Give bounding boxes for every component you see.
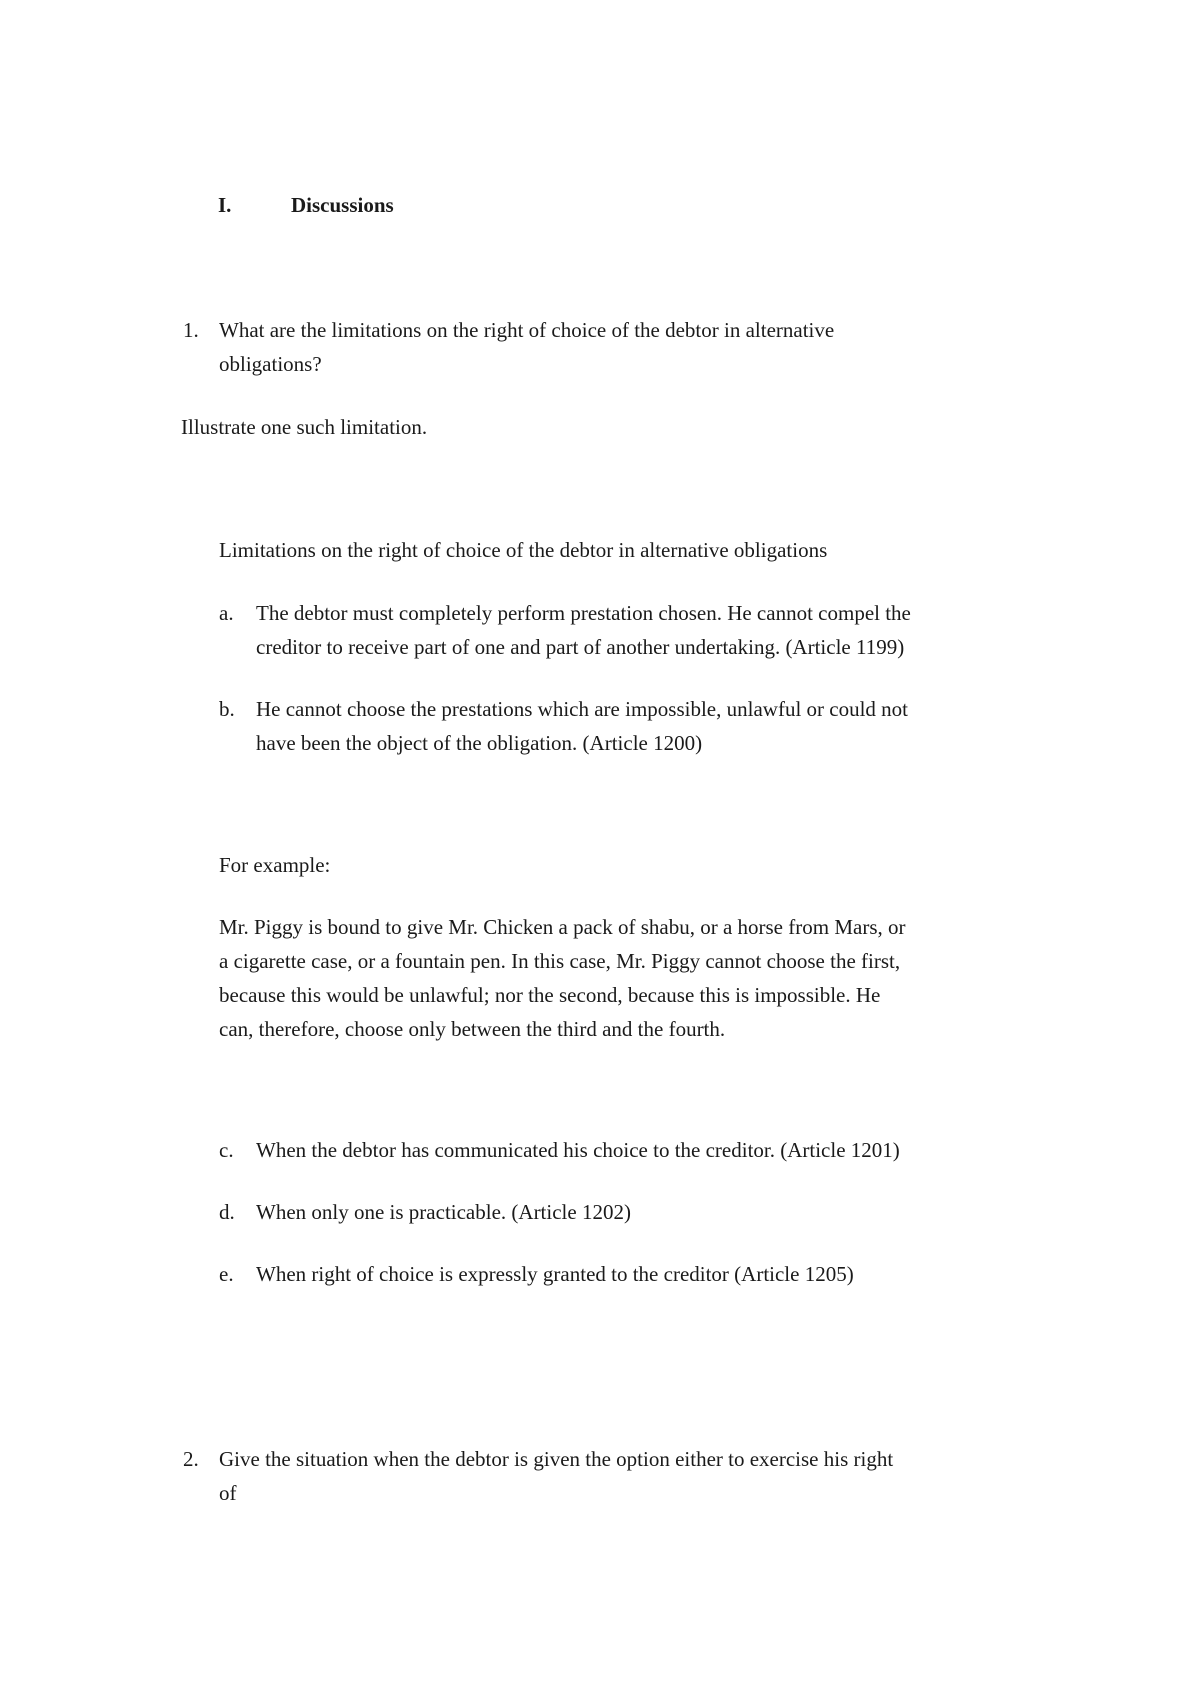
question-1-line-2: obligations? xyxy=(219,352,322,376)
limitation-a-line-2: creditor to receive part of one and part of another undertaking. (Article 1199) xyxy=(256,635,905,659)
section-title: Discussions xyxy=(291,193,394,217)
limitations-intro: Limitations on the right of choice of the debtor in alternative obligations xyxy=(219,538,828,562)
question-1-number: 1. xyxy=(183,318,199,342)
example-line-2: a cigarette case, or a fountain pen. In this case, Mr. Piggy cannot choose the first, xyxy=(219,949,901,973)
question-2-line-1: Give the situation when the debtor is given the option either to exercise his right xyxy=(219,1447,894,1471)
limitation-c-marker: c. xyxy=(219,1138,234,1162)
example-line-3: because this would be unlawful; nor the second, because this is impossible. He xyxy=(219,983,881,1007)
limitation-e-line-1: When right of choice is expressly granted to the creditor (Article 1205) xyxy=(256,1262,854,1286)
limitation-a-line-1: The debtor must completely perform prestation chosen. He cannot compel the xyxy=(256,601,911,625)
illustrate-prompt: Illustrate one such limitation. xyxy=(181,415,428,439)
example-line-4: can, therefore, choose only between the third and the fourth. xyxy=(219,1017,726,1041)
limitation-a-marker: a. xyxy=(219,601,234,625)
limitation-d-marker: d. xyxy=(219,1200,235,1224)
question-1-line-1: What are the limitations on the right of choice of the debtor in alternative xyxy=(219,318,835,342)
example-line-1: Mr. Piggy is bound to give Mr. Chicken a pack of shabu, or a horse from Mars, or xyxy=(219,915,906,939)
limitation-b-marker: b. xyxy=(219,697,235,721)
example-label: For example: xyxy=(219,853,331,877)
limitation-d-line-1: When only one is practicable. (Article 1202) xyxy=(256,1200,631,1224)
question-2-line-2: of xyxy=(219,1481,237,1505)
limitation-c-line-1: When the debtor has communicated his choice to the creditor. (Article 1201) xyxy=(256,1138,900,1162)
question-2-number: 2. xyxy=(183,1447,199,1471)
limitation-b-line-1: He cannot choose the prestations which are impossible, unlawful or could not xyxy=(256,697,909,721)
limitation-e-marker: e. xyxy=(219,1262,234,1286)
section-numeral: I. xyxy=(218,193,232,217)
limitation-b-line-2: have been the object of the obligation. (Article 1200) xyxy=(256,731,703,755)
